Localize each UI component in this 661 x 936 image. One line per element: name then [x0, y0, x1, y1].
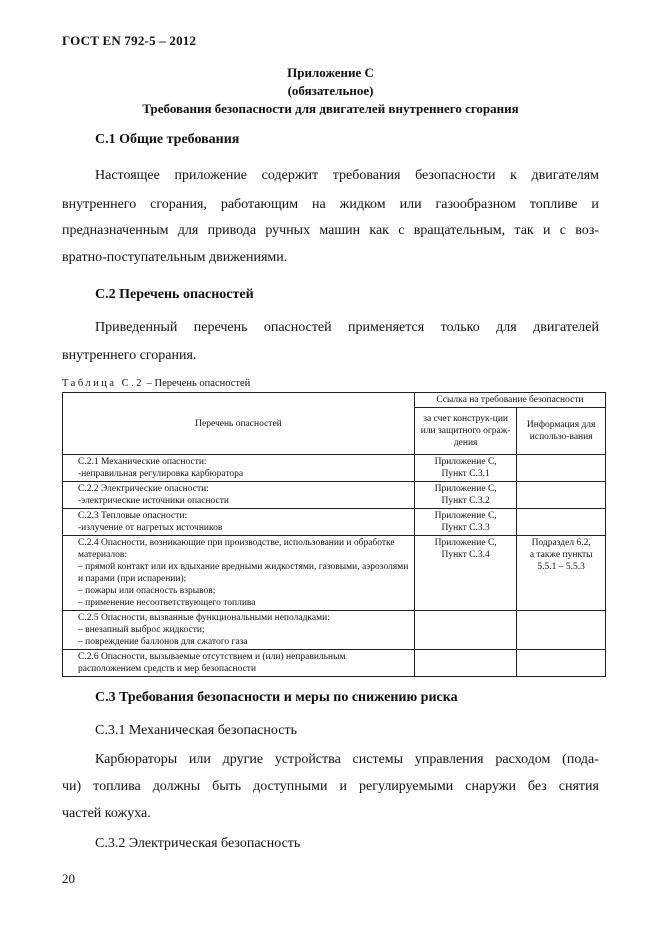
reference-text: Приложение С, [434, 457, 497, 467]
c2-line-1 [95, 320, 599, 336]
word: устройства [274, 752, 341, 767]
page-number: 20 [62, 871, 75, 886]
c2-line-2: внутреннего сгорания. [62, 348, 197, 363]
hazard-cell [63, 650, 415, 677]
hazards-table [62, 392, 606, 677]
hazard-item: -электрические источники опасности [78, 496, 229, 506]
word: управления [414, 752, 484, 767]
word: привода [207, 223, 257, 238]
reference-text: Приложение С, [434, 538, 497, 548]
reference-cell [414, 509, 516, 536]
hazard-item: С.2.2 Электрические опасности: [78, 484, 209, 494]
reference-text: Приложение С, [434, 484, 497, 494]
word: и [591, 197, 599, 212]
appendix-title: Приложение C [287, 65, 374, 80]
word: требования [332, 168, 401, 183]
reference-text: Пункт С.3.2 [441, 496, 490, 506]
word: с [559, 223, 566, 238]
subsection-c3-1: С.3.1 Механическая безопасность [95, 723, 297, 738]
reference-cell [414, 611, 516, 650]
hazard-item: – повреждение баллонов для сжатого газа [78, 637, 248, 647]
reference-text: Приложение С, [434, 511, 497, 521]
word: жидком [339, 197, 386, 212]
section-c1-heading: С.1 Общие требования [95, 132, 240, 147]
hazard-cell [63, 611, 415, 650]
reference-cell [414, 536, 516, 611]
hazard-item: -неправильная регулировка карбюратора [78, 469, 244, 479]
table-row [63, 455, 606, 482]
word: двигателей [533, 320, 599, 335]
word: и [339, 779, 348, 794]
word: воз- [575, 223, 599, 238]
section-c2-heading: С.2 Перечень опасностей [95, 287, 254, 302]
word: перечень [193, 320, 248, 335]
section-c3-heading: С.3 Требования безопасности и меры по снижению риска [95, 690, 458, 705]
table-row [63, 482, 606, 509]
information-cell [517, 536, 606, 611]
word: так [514, 223, 534, 238]
reference-cell [414, 650, 516, 677]
hazard-item: – пожары или опасность взрывов; [78, 586, 216, 596]
word: системы [352, 752, 404, 767]
word: или [399, 197, 422, 212]
word: снаружи [465, 779, 516, 794]
word: предназначенным [62, 223, 169, 238]
word: содержит [261, 168, 319, 183]
word: с [398, 223, 405, 238]
word: вращательным, [413, 223, 506, 238]
word: или [188, 752, 211, 767]
word: приложение [174, 168, 248, 183]
word: как [369, 223, 389, 238]
word: работающим [220, 197, 299, 212]
hazard-item: С.2.1 Механические опасности: [78, 457, 207, 467]
information-text: Подраздел 6.2, [531, 538, 591, 548]
table-header-row [63, 393, 606, 408]
table-row [63, 611, 606, 650]
hazard-item: С.2.6 Опасности, вызываемые отсутствием и (или) неправильным расположением средств и мер безопасности [78, 652, 346, 674]
word: и [543, 223, 551, 238]
word: безопасности [415, 168, 496, 183]
c1-line-4: вратно-поступательным движениями. [62, 250, 288, 265]
word: должны [152, 779, 201, 794]
information-text: а также пункты [529, 550, 593, 560]
reference-cell [414, 482, 516, 509]
table-row [63, 536, 606, 611]
information-cell [517, 455, 606, 482]
appendix-status: (обязательное) [287, 83, 374, 98]
c1-line-3 [62, 223, 599, 239]
word: топливе [529, 197, 578, 212]
word: регулируемыми [358, 779, 454, 794]
word: двигателям [531, 168, 599, 183]
reference-cell [414, 455, 516, 482]
hazard-item: – прямой контакт или их вдыхание вредными жидкостями, газовыми, аэрозолями и парами (при испарении); [78, 562, 409, 584]
word: внутреннего [62, 197, 137, 212]
word: газообразном [435, 197, 516, 212]
word: (пода- [562, 752, 599, 767]
table-caption [62, 378, 250, 389]
c31-line-2 [62, 779, 599, 795]
hazard-cell [63, 536, 415, 611]
word: применяется [348, 320, 425, 335]
word: чи) [62, 779, 82, 794]
reference-text: Пункт С.3.1 [441, 469, 490, 479]
word: для [496, 320, 517, 335]
information-cell [517, 482, 606, 509]
word: для [177, 223, 199, 238]
c1-line-1 [95, 168, 599, 184]
word: к [510, 168, 517, 183]
word: сгорания, [150, 197, 207, 212]
header-hazard-list: Перечень опасностей [63, 393, 415, 455]
header-safety-reference: Ссылка на требование безопасности [414, 393, 605, 408]
c31-line-1 [95, 752, 599, 768]
hazard-item: – внезапный выброс жидкости; [78, 625, 205, 635]
table-row [63, 650, 606, 677]
hazard-cell [63, 482, 415, 509]
c31-line-3: частей кожуха. [62, 806, 151, 821]
word: другие [222, 752, 264, 767]
c1-line-2 [62, 197, 599, 213]
word: только [440, 320, 480, 335]
table-caption-text: – Перечень опасностей [144, 378, 251, 389]
information-text: 5.5.1 – 5.5.3 [537, 562, 585, 572]
subsection-c3-2: С.3.2 Электрическая безопасность [95, 836, 301, 851]
table-caption-prefix: Таблица С.2 [62, 378, 145, 389]
word: на [312, 197, 326, 212]
word: Настоящее [95, 168, 160, 183]
standard-designation: ГОСТ EN 792-5 – 2012 [62, 33, 197, 48]
word: ручных [265, 223, 311, 238]
word: расходом [495, 752, 551, 767]
information-cell [517, 611, 606, 650]
information-cell [517, 509, 606, 536]
header-construction: за счет конструк-ции или защитного ограж-дения [414, 408, 516, 455]
hazard-cell [63, 509, 415, 536]
hazard-cell [63, 455, 415, 482]
reference-text: Пункт С.3.3 [441, 523, 490, 533]
word: Карбюраторы [95, 752, 178, 767]
information-cell [517, 650, 606, 677]
hazard-item: С.2.3 Тепловые опасности: [78, 511, 188, 521]
word: опасностей [263, 320, 332, 335]
reference-text: Пункт С.3.4 [441, 550, 490, 560]
word: без [527, 779, 547, 794]
table-row [63, 509, 606, 536]
hazard-item: С.2.5 Опасности, вызванные функциональными неполадками: [78, 613, 330, 623]
word: быть [212, 779, 242, 794]
word: доступными [253, 779, 328, 794]
word: Приведенный [95, 320, 178, 335]
word: машин [319, 223, 361, 238]
hazard-item: С.2.4 Опасности, возникающие при производстве, использовании и обработке материалов: [78, 538, 395, 560]
word: топлива [93, 779, 141, 794]
word: снятия [558, 779, 599, 794]
hazard-item: – применение несоответствующего топлива [78, 598, 256, 608]
header-information: Информация для использо-вания [517, 408, 606, 455]
appendix-subtitle: Требования безопасности для двигателей внутреннего сгорания [142, 101, 519, 116]
hazard-item: -излучение от нагретых источников [78, 523, 223, 533]
